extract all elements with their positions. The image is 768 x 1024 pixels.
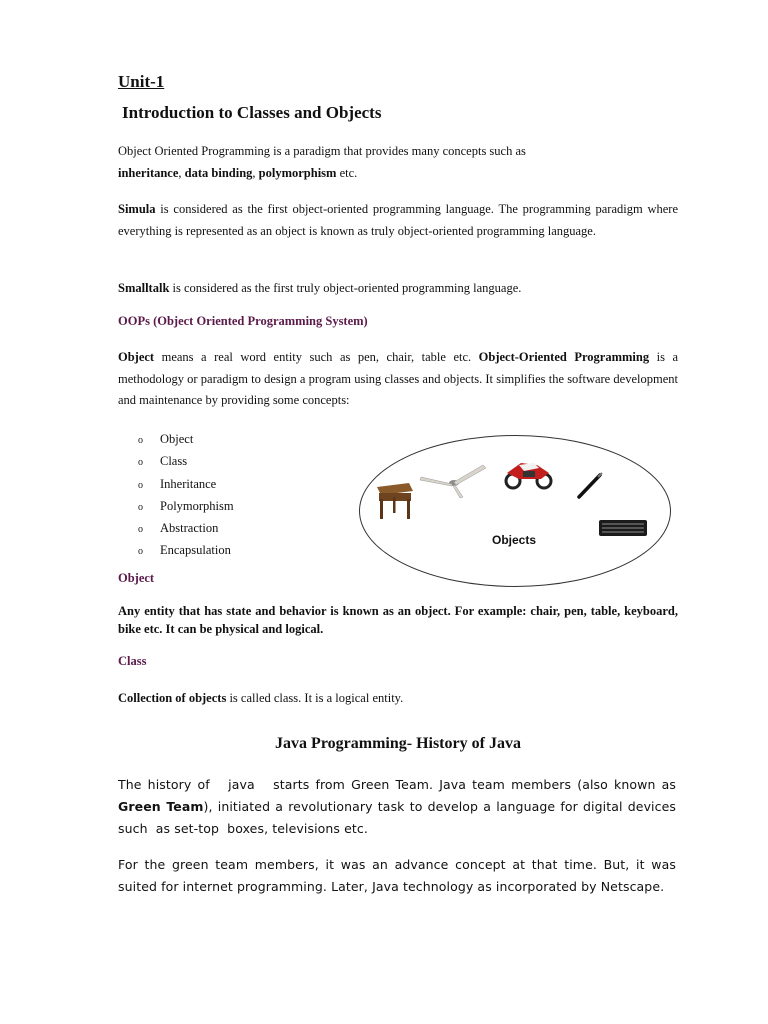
concept-label: Encapsulation xyxy=(160,543,231,558)
concept-list xyxy=(138,428,234,562)
term-oop: Object-Oriented Programming xyxy=(478,350,650,364)
intro-paragraph xyxy=(118,141,678,184)
intro-line1: Object Oriented Programming is a paradigm that provides many concepts such as xyxy=(118,144,526,158)
bullet-icon: o xyxy=(138,435,143,446)
term-simula: Simula xyxy=(118,202,156,216)
java-history-paragraph xyxy=(118,774,681,840)
concept-list-item xyxy=(138,539,234,561)
concept-list-item xyxy=(138,450,234,472)
intro-sep1: , xyxy=(178,165,185,180)
concept-label: Object xyxy=(160,432,194,446)
term-smalltalk: Smalltalk xyxy=(118,281,170,295)
bullet-icon: o xyxy=(138,524,143,536)
object-definition-paragraph xyxy=(118,347,678,412)
objects-label: Objects xyxy=(492,533,537,547)
class-text: is called class. It is a logical entity. xyxy=(226,691,404,705)
term-collection-of-objects: Collection of objects xyxy=(118,691,227,705)
pen-icon xyxy=(579,473,602,497)
concept-label: Class xyxy=(160,454,188,469)
simula-paragraph xyxy=(118,199,678,242)
class-heading: Class xyxy=(118,654,147,668)
java-heading: Java Programming- History of Java xyxy=(275,735,521,752)
concept-label: Inheritance xyxy=(160,476,217,491)
ceiling-fan-icon xyxy=(420,465,486,498)
concept-list-item xyxy=(138,517,234,539)
concept-label: Polymorphism xyxy=(160,498,234,513)
table-icon xyxy=(377,483,413,519)
term-green-team: Green Team xyxy=(118,799,204,814)
bullet-icon: o xyxy=(138,546,143,558)
term-inheritance: inheritance xyxy=(118,165,179,180)
simula-text: is considered as the first object-oriented programming language. The programming paradigm where everything is represented as an object is known as truly object-oriented programming language. xyxy=(118,202,678,238)
java-p1-rest: ), initiated a revolutionary task to develop a language for digital devices such as set-top boxes, televisions etc. xyxy=(118,799,681,836)
intro-sep2: , xyxy=(252,165,259,180)
java-p1-pre: The history of java starts from Green Team. Java team members (also known as xyxy=(118,777,681,792)
object-def-rest: is a methodology or paradigm to design a program using classes and objects. It simplifies the software development and maintenance by providing some concepts: xyxy=(118,350,679,407)
objects-illustration xyxy=(359,435,671,587)
object-def-mid: means a real word entity such as pen, chair, table etc. xyxy=(154,350,479,364)
motorbike-icon xyxy=(506,463,551,488)
object-text: Any entity that has state and behavior is known as an object. For example: chair, pen, table, keyboard, bike etc. It can be physical and logical. xyxy=(118,604,678,636)
intro-tail: etc. xyxy=(336,165,358,180)
term-polymorphism: polymorphism xyxy=(258,165,337,180)
bullet-icon: o xyxy=(138,479,143,491)
concept-list-item xyxy=(138,495,234,517)
smalltalk-text: is considered as the first truly object-oriented programming language. xyxy=(169,281,522,295)
term-data-binding: data binding xyxy=(184,165,253,180)
concept-list-item xyxy=(138,473,234,495)
object-heading: Object xyxy=(118,571,155,585)
concept-label: Abstraction xyxy=(160,521,219,536)
bullet-icon: o xyxy=(138,501,143,513)
bullet-icon: o xyxy=(138,457,143,469)
page-title: Introduction to Classes and Objects xyxy=(122,103,382,122)
unit-label: Unit-1 xyxy=(118,72,165,91)
keyboard-icon xyxy=(599,520,647,536)
class-paragraph xyxy=(118,688,678,710)
oops-heading: OOPs (Object Oriented Programming System) xyxy=(118,314,368,328)
term-object: Object xyxy=(118,350,155,364)
smalltalk-paragraph xyxy=(118,278,678,300)
concept-list-item xyxy=(138,428,234,450)
java-green-team-paragraph: For the green team members, it was an advance concept at that time. But, it was suited for internet programming. Later, Java technology as incorporated by Netscape. xyxy=(118,857,676,894)
